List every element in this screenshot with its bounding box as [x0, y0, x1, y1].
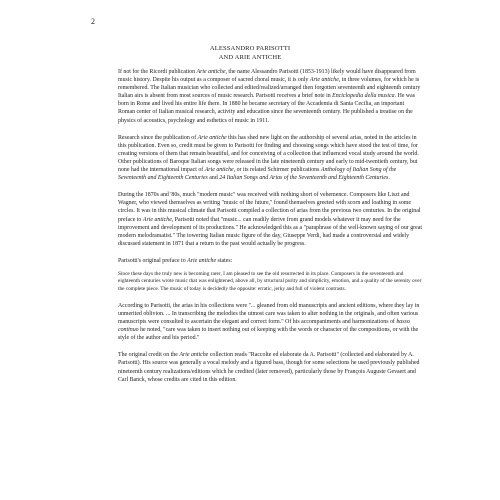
- paragraph-4: Parisotti's original preface to Arie antiche states:: [118, 257, 233, 264]
- paragraph-1: If not for the Ricordi publication Arie antiche, the name Alessandro Parisotti (1853-1913) likely would have disappeared from music history. Despite his output as a composer of sacred choral music, it is only Arie antiche, in three volumes, for which he is remembered. The Italian musician who collected and edited/realized/arranged then forgotten seventeenth and eighteenth century Italian airs is absent from most sources of music research. Parisotti receives a brief note in Enciclopedia della musica. He was born in Rome and lived his entire life there. In 1880 he became secretary of the Accademia di Santa Cecilia, an important Roman center of Italian musical research, activity and education since the seventeenth century. He published a treatise on the physics of acoustics, psychology and esthetics of music in 1911.: [118, 69, 421, 124]
- block-quote: Since these days the truly new is becoming rarer, I am pleased to see the old resurrected in its place. Composers in the seventeenth and eighteenth centuries wrote music that was enlightened, above all, by structural purity and simplicity, emotion, and a quality of the serenity over the complete piece. The music of today is decidedly the opposite: erratic, jerky and full of violent contrasts.: [118, 270, 422, 292]
- heading-line-1: ALESSANDRO PARISOTTI: [209, 45, 291, 52]
- paragraph-6: The original credit on the Arie antiche collection reads "Raccolte ed elaborate da A. Parisotti" (collected and elaborated by A. Parisotti). His source was generally a vocal melody and a figured bass, though for some selections he used previously published nineteenth century realizations/editions which he credited (later removed), particularly those by François Auguste Gevaert and Carl Banck, whose credits are cited in this edition.: [118, 352, 420, 383]
- article-heading: [0, 44, 500, 62]
- article-body: [118, 68, 422, 393]
- paragraph-3: During the 1870s and '80s, much "modern music" was received with nothing short of vehemence. Composers like Liszt and Wagner, who viewed themselves as writing "music of the future," found themselves greeted with scorn and loathing in some circles. It was in this musical climate that Parisotti compiled a collection of arias from the previous two centuries. In the original preface to Arie antiche, Parisotti noted that "music... can readily derive from grand models whatever it may need for the improvement and development of its productions." He acknowledged this as a "paraphrase of the well-known saying of our great modern melodramatist." The towering Italian music figure of the day, Giuseppe Verdi, had made a controversial and widely discussed statement in 1871 that a return to the past would actually be progress.: [118, 192, 423, 247]
- paragraph-2: Research since the publication of Arie antiche this has shed new light on the authorship of several arias, noted in the articles in this publication. Even so, credit must be given to Parisotti for finding and choosing songs which have stood the test of time, for creating versions of them that remain beautiful, and for conceiving of a collection that influenced vocal study around the world. Other publications of Baroque Italian songs were released in the late nineteenth century and early to mid-twentieth century, but none had the international impact of Arie antiche, or its related Schirmer publications Anthology of Italian Song of the Seventeenth and Eighteenth Centuries and 24 Italian Songs and Arias of the Seventeenth and Eighteenth Centuries.: [118, 134, 419, 182]
- paragraph-5: According to Parisotti, the arias in his collections were "... gleaned from old manuscripts and ancient editions, where they lay in unmerited oblivion. ... In transcribing the melodies the utmost care was taken to alter nothing in the originals, and often various manuscripts were consulted to ascertain the elegant and correct form." Of his accompaniments and harmonizations of basso continuo he noted, "care was taken to insert nothing out of keeping with the words or character of the compositions, or with the style of the author and his period.": [118, 302, 420, 342]
- page-number: 2: [91, 17, 95, 26]
- heading-line-2: AND ARIE ANTICHE: [218, 54, 282, 61]
